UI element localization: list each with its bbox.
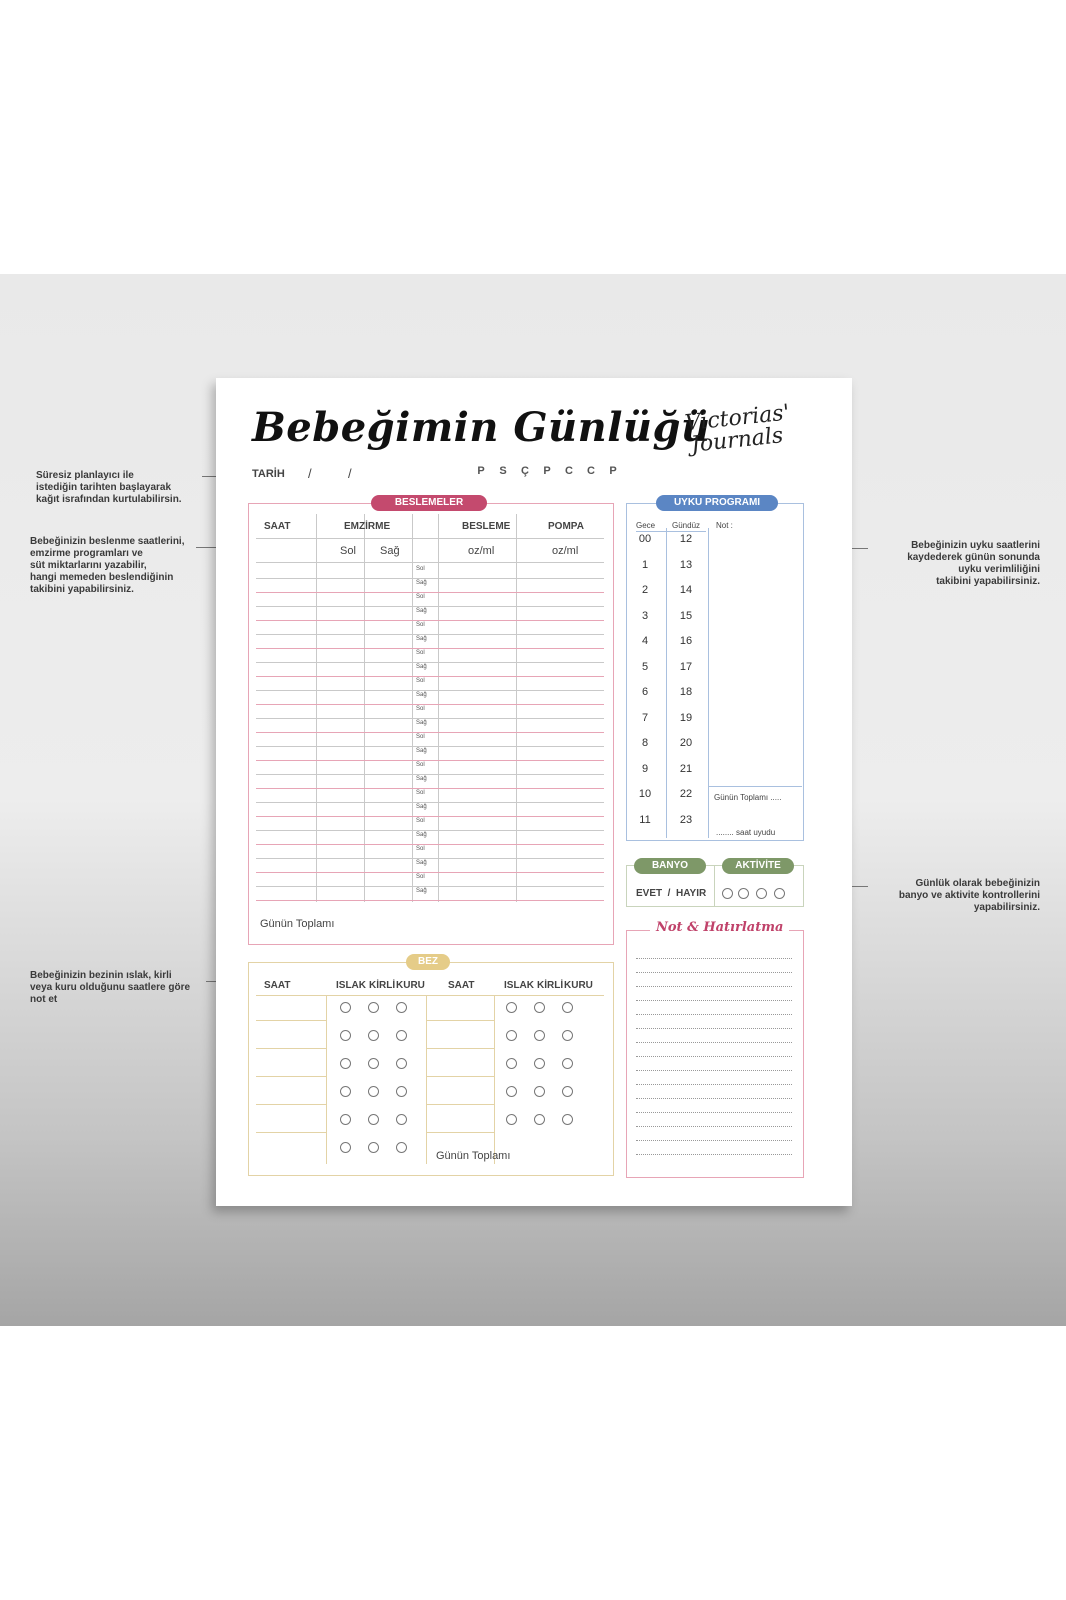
diaper-col-kirli: KİRLİ bbox=[537, 980, 564, 991]
brand-logo: Victorias' Journals bbox=[683, 400, 791, 458]
divider bbox=[256, 774, 604, 775]
note-line bbox=[636, 1140, 792, 1141]
note-line bbox=[636, 986, 792, 987]
sleep-pill: UYKU PROGRAMI bbox=[656, 495, 778, 511]
side-label: Sağ bbox=[416, 636, 427, 642]
divider bbox=[256, 802, 604, 803]
divider bbox=[256, 562, 604, 563]
sleep-hour-day: 14 bbox=[679, 584, 693, 596]
diaper-checkbox bbox=[562, 1086, 573, 1097]
date-separator: / bbox=[308, 466, 312, 481]
side-label: Sağ bbox=[416, 692, 427, 698]
sleep-hour-night: 8 bbox=[641, 737, 649, 749]
diaper-checkbox bbox=[340, 1086, 351, 1097]
weekday-letter: P bbox=[609, 465, 617, 477]
side-label: Sol bbox=[416, 594, 425, 600]
diaper-checkbox bbox=[534, 1058, 545, 1069]
divider bbox=[256, 704, 604, 705]
side-label: Sağ bbox=[416, 720, 427, 726]
diaper-col-kirli: KİRLİ bbox=[369, 980, 396, 991]
bath-pill: BANYO bbox=[634, 858, 706, 874]
divider bbox=[256, 1020, 326, 1021]
side-label: Sol bbox=[416, 874, 425, 880]
feeding-pill: BESLEMELER bbox=[371, 495, 487, 511]
col-header-besleme: BESLEME bbox=[462, 521, 511, 532]
side-label: Sağ bbox=[416, 832, 427, 838]
sleep-hour-night: 10 bbox=[638, 788, 652, 800]
divider bbox=[256, 746, 604, 747]
note-line bbox=[636, 1112, 792, 1113]
diaper-checkbox bbox=[562, 1002, 573, 1013]
divider bbox=[256, 1076, 326, 1077]
diaper-checkbox bbox=[340, 1058, 351, 1069]
divider bbox=[256, 816, 604, 817]
annotation-sleep: Bebeğinizin uyku saatlerini kaydederek günün sonunda uyku verimliliğini takibini yapabilirsiniz. bbox=[907, 540, 1040, 587]
col-header-sag: Sağ bbox=[380, 545, 400, 557]
note-line bbox=[636, 1014, 792, 1015]
side-label: Sağ bbox=[416, 804, 427, 810]
sleep-hour-day: 18 bbox=[679, 686, 693, 698]
sleep-hour-day: 13 bbox=[679, 558, 693, 571]
diaper-checkbox bbox=[368, 1114, 379, 1125]
divider bbox=[256, 788, 604, 789]
diaper-checkbox bbox=[368, 1030, 379, 1041]
divider bbox=[426, 1020, 494, 1021]
col-header-emzirme: EMZİRME bbox=[344, 521, 391, 532]
diaper-checkbox bbox=[534, 1002, 545, 1013]
divider bbox=[426, 1076, 494, 1077]
note-line bbox=[636, 1154, 792, 1155]
divider bbox=[426, 996, 427, 1164]
annotation-diaper: Bebeğinizin bezinin ıslak, kirli veya kuru olduğunu saatlere göre not et bbox=[30, 970, 191, 1005]
divider bbox=[256, 648, 604, 649]
annotation-feeding: Bebeğinizin beslenme saatlerini, emzirme programları ve süt miktarlarını yazabilir, hangi memeden beslendiğinin takibini yapabilirsiniz. bbox=[30, 536, 185, 595]
diaper-checkbox bbox=[562, 1114, 573, 1125]
annotation-date: Süresiz planlayıcı ile istediğin tarihten başlayarak kağıt israfından kurtulabilirsin. bbox=[36, 470, 182, 505]
diaper-checkbox bbox=[368, 1002, 379, 1013]
divider bbox=[256, 1104, 326, 1105]
annotation-bath: Günlük olarak bebeğinizin banyo ve aktivite kontrollerini yapabilirsiniz. bbox=[898, 878, 1040, 913]
note-line bbox=[636, 1070, 792, 1071]
divider bbox=[256, 844, 604, 845]
weekday-letter: C bbox=[587, 465, 595, 477]
sleep-hour-night: 3 bbox=[641, 609, 649, 622]
sleep-hour-day: 20 bbox=[679, 737, 693, 749]
divider bbox=[256, 760, 604, 761]
divider bbox=[256, 858, 604, 859]
divider bbox=[256, 592, 604, 593]
divider bbox=[256, 830, 604, 831]
divider bbox=[256, 606, 604, 607]
diaper-checkbox bbox=[534, 1114, 545, 1125]
note-line bbox=[636, 1000, 792, 1001]
divider bbox=[708, 786, 802, 787]
sleep-hour-day: 16 bbox=[679, 635, 693, 647]
diaper-col-saat: SAAT bbox=[448, 980, 475, 991]
side-label: Sol bbox=[416, 678, 425, 684]
diaper-col-islak: ISLAK bbox=[504, 980, 534, 991]
divider bbox=[256, 634, 604, 635]
diaper-checkbox bbox=[506, 1002, 517, 1013]
sleep-hour-day: 12 bbox=[679, 533, 693, 545]
col-header-pompa: POMPA bbox=[548, 521, 584, 532]
page-title: Bebeğimin Günlüğü bbox=[252, 404, 711, 451]
diaper-total-label: Günün Toplamı bbox=[436, 1150, 511, 1162]
sleep-hour-night: 11 bbox=[639, 813, 651, 826]
sleep-hour-night: 00 bbox=[638, 533, 652, 545]
col-header-ozml: oz/ml bbox=[468, 545, 495, 557]
feeding-total-label: Günün Toplamı bbox=[260, 918, 335, 930]
diaper-col-islak: ISLAK bbox=[336, 980, 366, 991]
divider bbox=[256, 872, 604, 873]
diaper-checkbox bbox=[534, 1086, 545, 1097]
weekday-row bbox=[470, 465, 624, 477]
diaper-checkbox bbox=[506, 1114, 517, 1125]
side-label: Sol bbox=[416, 790, 425, 796]
col-header-sol: Sol bbox=[340, 545, 356, 557]
activity-checkbox bbox=[722, 888, 733, 899]
sleep-note-label: Not : bbox=[716, 521, 733, 530]
weekday-letter: S bbox=[499, 465, 507, 477]
sleep-hour-night: 6 bbox=[641, 686, 649, 698]
diaper-checkbox bbox=[396, 1058, 407, 1069]
weekday-letter: C bbox=[565, 465, 573, 477]
divider bbox=[256, 718, 604, 719]
date-label: TARİH bbox=[252, 468, 285, 480]
sleep-col-night: Gece bbox=[636, 521, 656, 530]
weekday-letter: P bbox=[543, 465, 551, 477]
diaper-col-saat: SAAT bbox=[264, 980, 291, 991]
sleep-total-label: Günün Toplamı ..... bbox=[714, 793, 782, 802]
diaper-checkbox bbox=[368, 1142, 379, 1153]
note-line bbox=[636, 1126, 792, 1127]
side-label: Sağ bbox=[416, 664, 427, 670]
note-line bbox=[636, 1028, 792, 1029]
divider bbox=[708, 528, 709, 838]
diaper-checkbox bbox=[562, 1030, 573, 1041]
date-separator: / bbox=[348, 466, 352, 481]
sleep-slept-label: ........ saat uyudu bbox=[716, 828, 776, 837]
divider bbox=[256, 886, 604, 887]
feeding-section bbox=[248, 503, 614, 945]
diaper-checkbox bbox=[396, 1142, 407, 1153]
diaper-checkbox bbox=[396, 1030, 407, 1041]
diaper-pill: BEZ bbox=[406, 954, 450, 970]
divider bbox=[714, 865, 715, 907]
diaper-checkbox bbox=[506, 1086, 517, 1097]
sleep-hour-day: 23 bbox=[679, 813, 693, 826]
divider bbox=[256, 995, 604, 996]
activity-checkbox bbox=[738, 888, 749, 899]
divider bbox=[426, 1048, 494, 1049]
sleep-col-day: Gündüz bbox=[672, 521, 701, 530]
side-label: Sol bbox=[416, 762, 425, 768]
diaper-col-kuru: KURU bbox=[564, 980, 593, 991]
note-line bbox=[636, 958, 792, 959]
side-label: Sağ bbox=[416, 860, 427, 866]
side-label: Sol bbox=[416, 706, 425, 712]
diaper-checkbox bbox=[506, 1058, 517, 1069]
sleep-hour-night: 7 bbox=[641, 711, 649, 724]
diaper-checkbox bbox=[562, 1058, 573, 1069]
side-label: Sağ bbox=[416, 608, 427, 614]
note-line bbox=[636, 1042, 792, 1043]
col-header-saat: SAAT bbox=[264, 521, 291, 532]
sleep-hour-night: 2 bbox=[641, 584, 649, 596]
divider bbox=[426, 1104, 494, 1105]
side-label: Sol bbox=[416, 566, 425, 572]
divider bbox=[256, 620, 604, 621]
sleep-hour-night: 5 bbox=[641, 660, 649, 673]
divider bbox=[256, 538, 604, 539]
divider bbox=[256, 1132, 326, 1133]
divider bbox=[256, 690, 604, 691]
divider bbox=[256, 662, 604, 663]
weekday-letter: P bbox=[477, 465, 485, 477]
diaper-checkbox bbox=[396, 1086, 407, 1097]
side-label: Sol bbox=[416, 734, 425, 740]
diaper-checkbox bbox=[340, 1114, 351, 1125]
side-label: Sağ bbox=[416, 580, 427, 586]
diaper-checkbox bbox=[506, 1030, 517, 1041]
sleep-hour-day: 17 bbox=[679, 660, 693, 673]
diaper-checkbox bbox=[340, 1142, 351, 1153]
sleep-hour-day: 22 bbox=[679, 788, 693, 800]
divider bbox=[256, 676, 604, 677]
diaper-checkbox bbox=[534, 1030, 545, 1041]
bath-yes-no: EVET / HAYIR bbox=[636, 888, 707, 899]
note-line bbox=[636, 1084, 792, 1085]
diaper-col-kuru: KURU bbox=[396, 980, 425, 991]
side-label: Sol bbox=[416, 650, 425, 656]
side-label: Sağ bbox=[416, 748, 427, 754]
diaper-checkbox bbox=[340, 1002, 351, 1013]
diaper-checkbox bbox=[368, 1086, 379, 1097]
diaper-checkbox bbox=[396, 1114, 407, 1125]
divider bbox=[666, 528, 667, 838]
diaper-checkbox bbox=[396, 1002, 407, 1013]
sleep-hour-night: 9 bbox=[641, 762, 649, 775]
divider bbox=[494, 996, 495, 1164]
planner-sheet bbox=[216, 378, 852, 1206]
col-header-ozml: oz/ml bbox=[552, 545, 579, 557]
notes-title: Not & Hatırlatma bbox=[650, 920, 789, 935]
sleep-hour-day: 21 bbox=[679, 762, 693, 775]
diaper-checkbox bbox=[368, 1058, 379, 1069]
side-label: Sol bbox=[416, 818, 425, 824]
side-label: Sol bbox=[416, 622, 425, 628]
note-line bbox=[636, 1098, 792, 1099]
side-label: Sağ bbox=[416, 776, 427, 782]
weekday-letter: Ç bbox=[521, 465, 529, 477]
divider bbox=[636, 531, 706, 532]
sleep-hour-night: 4 bbox=[641, 635, 649, 647]
activity-checkbox bbox=[774, 888, 785, 899]
divider bbox=[256, 578, 604, 579]
diaper-checkbox bbox=[340, 1030, 351, 1041]
divider bbox=[256, 732, 604, 733]
note-line bbox=[636, 972, 792, 973]
activity-checkbox bbox=[756, 888, 767, 899]
divider bbox=[256, 900, 604, 901]
sleep-hour-day: 19 bbox=[679, 711, 693, 724]
side-label: Sağ bbox=[416, 888, 427, 894]
divider bbox=[256, 1048, 326, 1049]
divider bbox=[326, 996, 327, 1164]
sleep-hour-day: 15 bbox=[679, 609, 693, 622]
side-label: Sol bbox=[416, 846, 425, 852]
activity-pill: AKTİVİTE bbox=[722, 858, 794, 874]
sleep-hour-night: 1 bbox=[641, 558, 649, 571]
divider bbox=[426, 1132, 494, 1133]
note-line bbox=[636, 1056, 792, 1057]
